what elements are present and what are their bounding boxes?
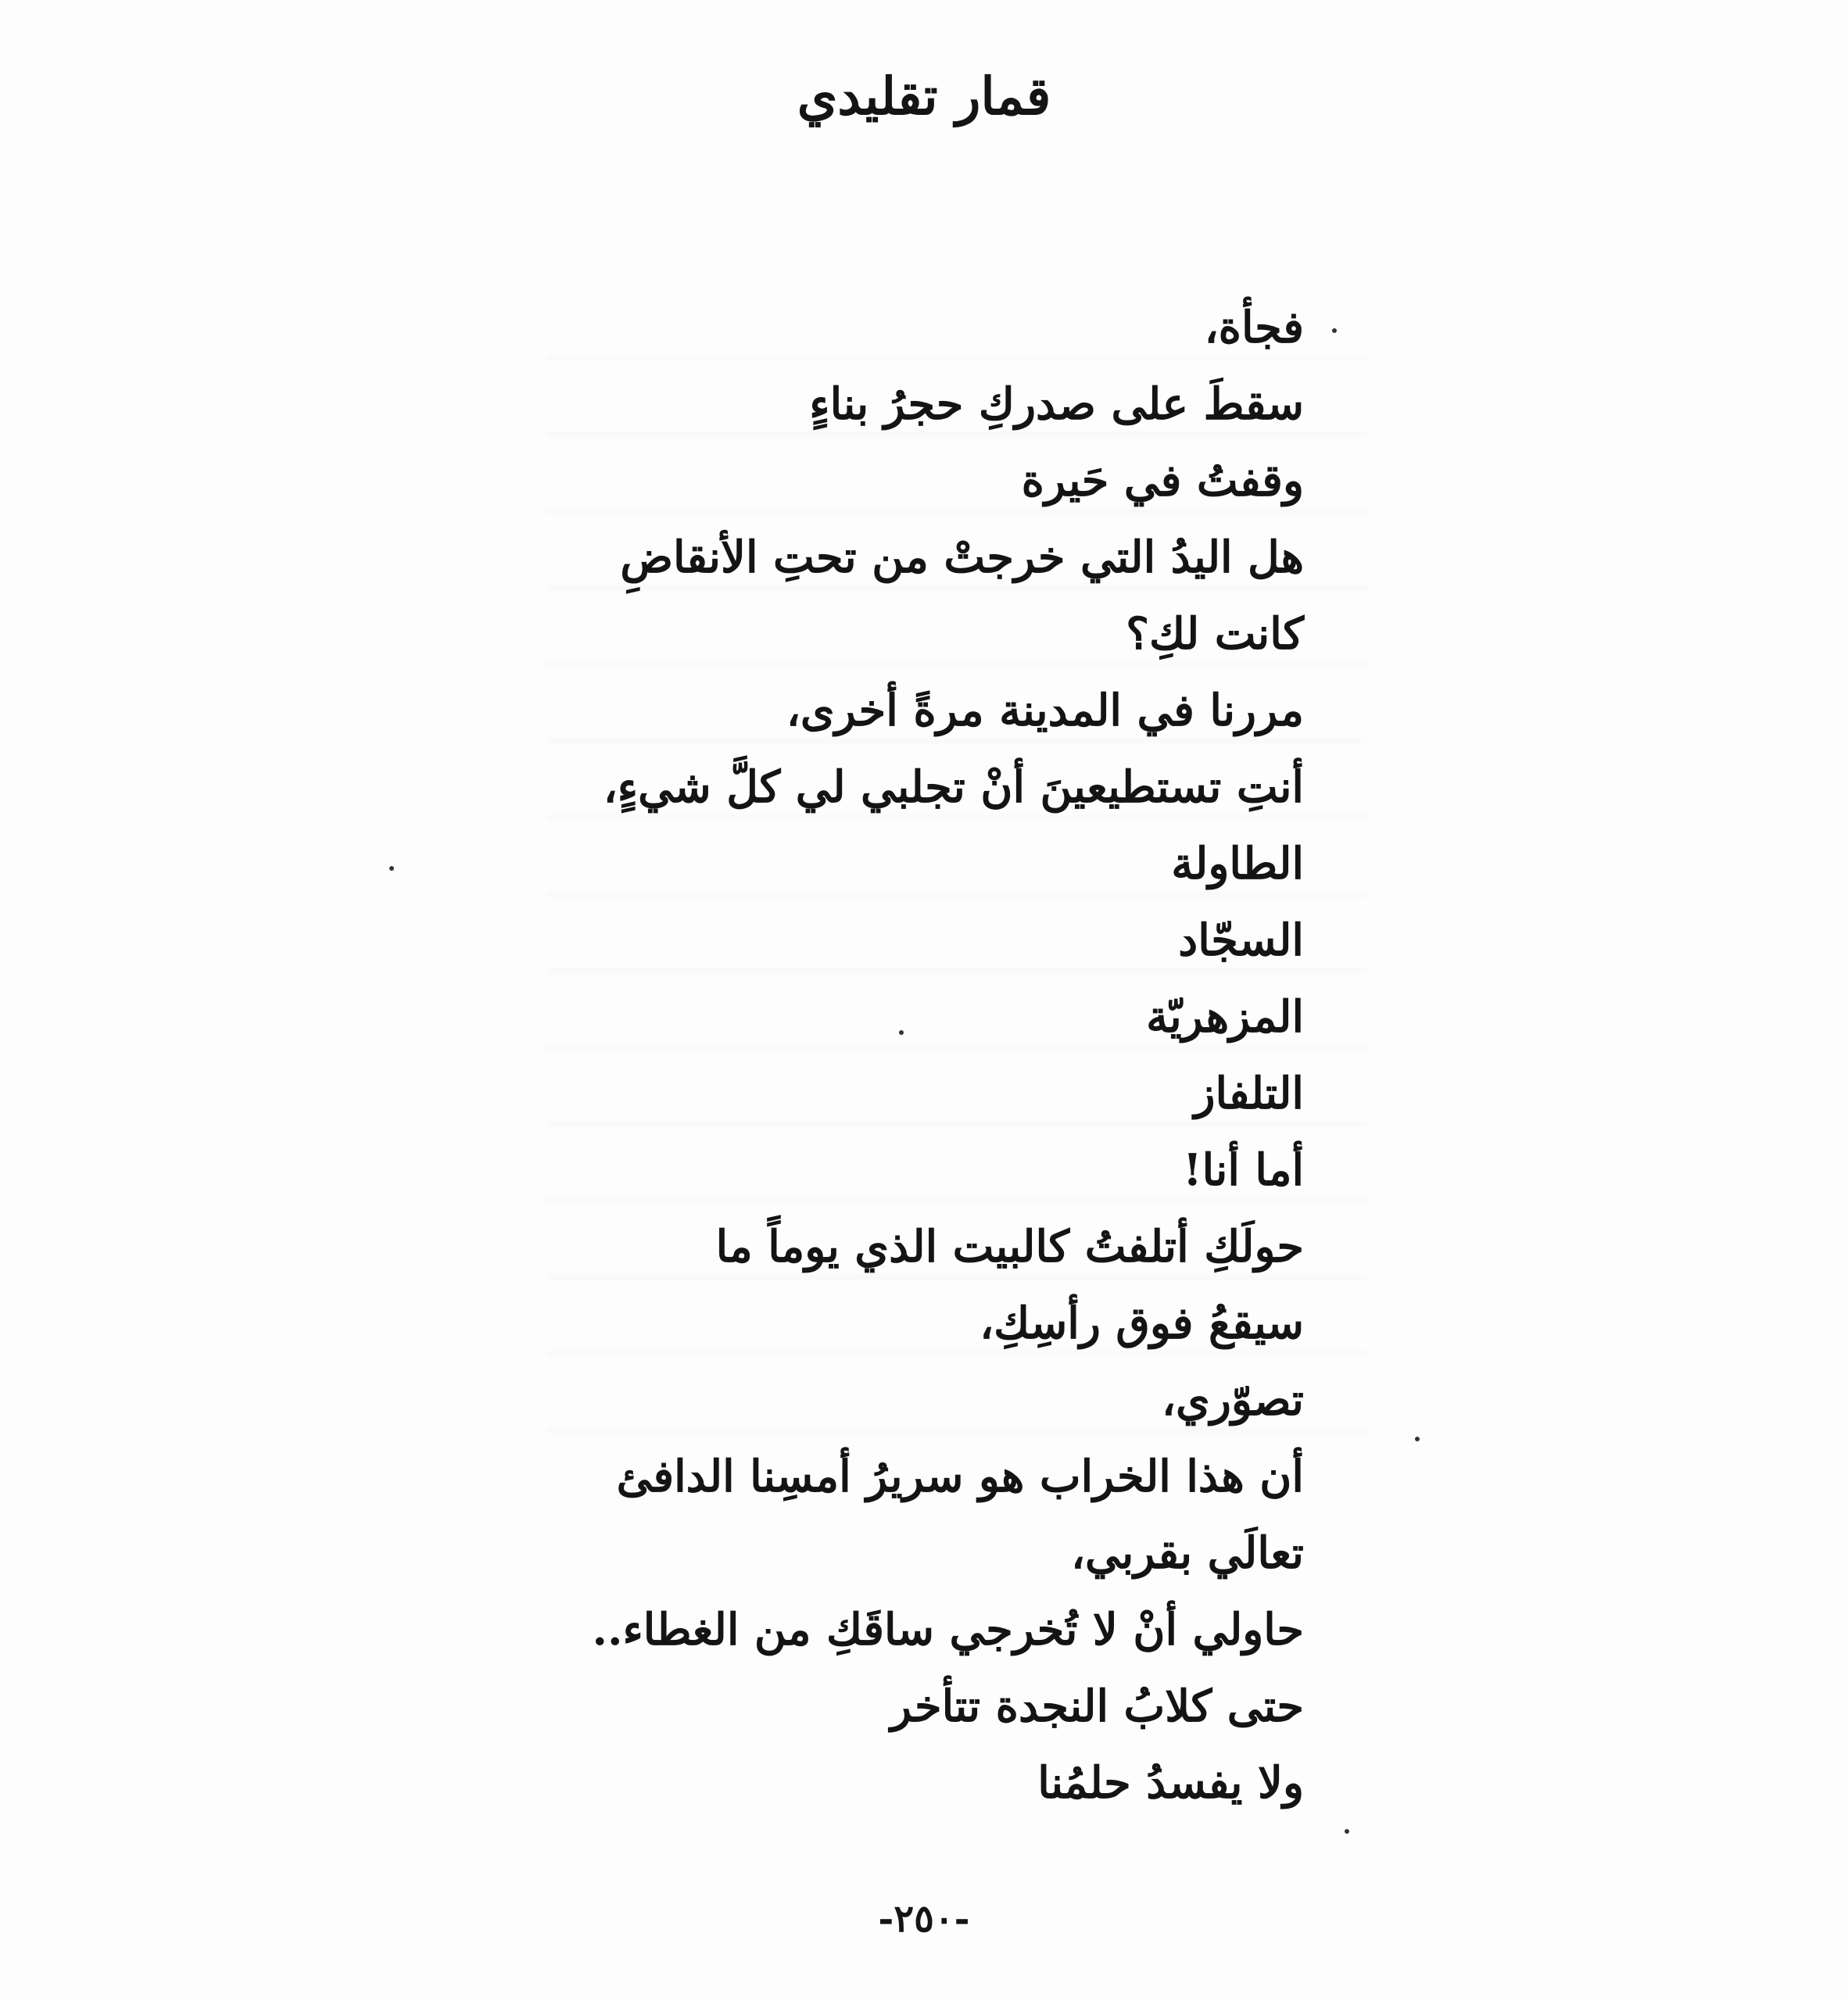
poem-line: السجّاد [1178,915,1304,966]
poem-line: سيقعُ فوق رأسِكِ، [980,1298,1304,1349]
poem-line: المزهريّة [1146,991,1304,1043]
poem-line: أن هذا الخراب هو سريرُ أمسِنا الدافئ [616,1451,1304,1502]
poem-line: أنتِ تستطيعينَ أنْ تجلبي لي كلَّ شيءٍ، [603,761,1304,813]
scan-speck [1345,1829,1349,1834]
poem-body [592,289,1304,1821]
poem-line: التلفاز [1194,1068,1304,1119]
scan-speck [899,1030,904,1035]
poem-line: أما أنا! [1183,1144,1304,1196]
scan-speck [1415,1437,1420,1441]
poem-line: حتى كلابُ النجدة تتأخر [890,1681,1304,1732]
poem-title: قمار تقليدي [797,66,1051,127]
poem-line: هل اليدُ التي خرجتْ من تحتِ الأنقاضِ [620,532,1304,583]
poem-line: مررنا في المدينة مرةً أخرى، [786,685,1304,736]
poem-line: حولَكِ أتلفتُ كالبيت الذي يوماً ما [715,1221,1304,1273]
page-number: -٢٥٠- [878,1897,970,1941]
poem-line: فجأة، [1204,302,1304,353]
poem-line: تصوّري، [1161,1374,1304,1426]
poem-line: وقفتُ في حَيرة [1021,455,1304,507]
poem-line: سقطَ على صدركِ حجرُ بناءٍ [809,378,1304,430]
scan-speck [389,866,394,871]
poem-line: تعالَي بقربي، [1070,1527,1304,1579]
poem-line: حاولي أنْ لا تُخرجي ساقَكِ من الغطاء.. [592,1604,1304,1656]
poem-line: ولا يفسدُ حلمُنا [1037,1757,1304,1809]
poem-line: كانت لكِ؟ [1126,608,1304,660]
poem-line: الطاولة [1171,838,1304,890]
scan-speck [1332,328,1337,333]
